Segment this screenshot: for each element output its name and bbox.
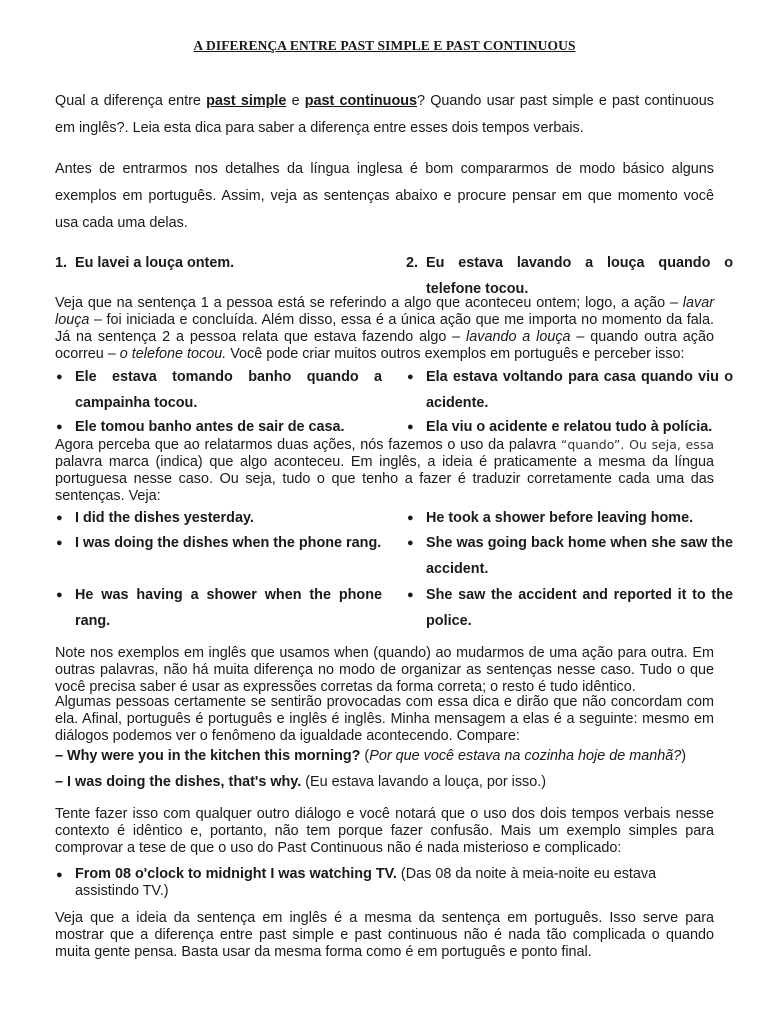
dialog-portuguese: Por que você estava na cozinha hoje de manhã?	[369, 748, 682, 764]
example-english: From 08 o'clock to midnight I was watching TV.	[75, 866, 397, 882]
bullet-icon: ●	[56, 589, 63, 601]
bullet-text: Ela viu o acidente e relatou tudo à polícia.	[426, 419, 713, 435]
intro-text: Qual a diferença entre	[55, 93, 207, 109]
paragraph-6: Algumas pessoas certamente se sentirão provocadas com essa dica e dirão que não concordam com ela. Afinal, português é português e inglês é inglês. Minha mensagem a elas é a seguinte: mesmo em diálogos podemos ver o fenômeno da igualdade acontecendo. Compare:	[55, 694, 714, 744]
paragraph-4	[55, 436, 714, 505]
bullet-text: He was having a shower when the phone rang.	[75, 587, 382, 629]
numbered-item-1	[55, 250, 382, 276]
bullet-icon: ●	[56, 371, 63, 383]
numbered-item-text: Eu lavei a louça ontem.	[75, 255, 235, 271]
bullet-text: Ele tomou banho antes de sair de casa.	[75, 419, 345, 435]
intro-text: ? Quando usar past simple e past continuous em inglês?. Leia esta dica para saber a diferença entre esses dois tempos verbais.	[55, 93, 714, 136]
numbered-item-text: Eu estava lavando a louça quando o telefone tocou.	[426, 255, 733, 297]
intro-paragraph	[55, 88, 714, 142]
paragraph-8: Veja que a ideia da sentença em inglês é a mesma da sentença em português. Isso serve para mostrar que a diferença entre past simple e past continuous não é nada tão complicada o quando muita gente pensa. Basta usar da mesma forma como é em português e ponto final.	[55, 910, 714, 960]
bullet-item	[56, 530, 382, 556]
bullet-text: I was doing the dishes when the phone rang.	[75, 535, 382, 551]
quoted-text: “quando”. Ou seja, essa	[560, 437, 714, 452]
dialog-english: – Why were you in the kitchen this morning?	[55, 748, 361, 764]
bullet-icon: ●	[407, 537, 414, 549]
text-run: – quando outra ação ocorreu –	[55, 329, 714, 362]
bullet-icon: ●	[56, 421, 63, 433]
bullet-item	[407, 582, 733, 634]
dialog-english: – I was doing the dishes, that's why.	[55, 774, 302, 790]
dialog-line-1: – Why were you in the kitchen this morning? (Por que você estava na cozinha hoje de manhã?)	[55, 748, 687, 764]
paragraph-3	[55, 295, 714, 363]
italic-text: lavar louça	[55, 295, 714, 328]
bullet-text: Ela estava voltando para casa quando viu o acidente.	[426, 369, 733, 411]
dialog-portuguese: (Eu estava lavando a louça, por isso.)	[305, 774, 547, 790]
paragraph-7: Tente fazer isso com qualquer outro diálogo e você notará que o uso dos dois tempos verbais nesse contexto é idêntico e, portanto, não tem porque fazer confusão. Mais um exemplo simples para comprovar a tese de que o uso do Past Continuous não é nada misterioso e complicado:	[55, 806, 714, 856]
example-bullet	[56, 866, 675, 900]
example-portuguese: (Das 08 da noite à meia-noite eu estava assistindo TV.)	[75, 866, 657, 899]
past-simple-link[interactable]: past simple	[206, 93, 287, 109]
italic-text: o telefone tocou.	[119, 346, 227, 362]
bullet-item	[407, 364, 733, 416]
past-continuous-link[interactable]: past continuous	[304, 93, 418, 109]
bullet-text: She saw the accident and reported it to the police.	[426, 587, 733, 629]
bullet-text: I did the dishes yesterday.	[75, 510, 254, 526]
bullet-item	[56, 364, 382, 416]
text-run: Veja que na sentença 1 a pessoa está se referindo a algo que aconteceu ontem; logo, a ação –	[55, 295, 683, 311]
page-title: A DIFERENÇA ENTRE PAST SIMPLE E PAST CONTINUOUS	[193, 38, 576, 53]
bullet-icon: ●	[56, 512, 63, 524]
bullet-icon: ●	[407, 589, 414, 601]
paragraph-2: Antes de entrarmos nos detalhes da língua inglesa é bom compararmos de modo básico alguns exemplos em português. Assim, veja as sentenças abaixo e procure pensar em que momento você usa cada uma delas.	[55, 161, 714, 231]
bullet-item	[407, 505, 733, 531]
list-number: 2.	[406, 255, 419, 271]
bullet-icon: ●	[56, 537, 63, 549]
dialog-line-2	[55, 774, 714, 790]
bullet-text: He took a shower before leaving home.	[426, 510, 694, 526]
list-number: 1.	[55, 255, 68, 271]
bullet-item	[407, 530, 733, 582]
bullet-icon: ●	[407, 512, 414, 524]
paragraph-5: Note nos exemplos em inglês que usamos when (quando) ao mudarmos de uma ação para outra. Em outras palavras, não há muita diferença no modo de organizar as sentenças nesse caso. Tudo o que você precisa saber é usar as expressões corretas da forma correta; o resto é tudo idêntico.	[55, 645, 714, 695]
bullet-item	[56, 582, 382, 634]
bullet-text: Ele estava tomando banho quando a campainha tocou.	[75, 369, 382, 411]
bullet-item	[56, 505, 382, 531]
bullet-icon: ●	[56, 869, 63, 881]
intro-text: e	[286, 93, 305, 109]
bullet-text: She was going back home when she saw the accident.	[426, 535, 733, 577]
text-run: Agora perceba que ao relatarmos duas ações, nós fazemos o uso da palavra	[55, 437, 561, 453]
italic-text: lavando a louça	[466, 329, 571, 345]
bullet-icon: ●	[407, 371, 414, 383]
text-run: palavra marca (indica) que algo aconteceu. Em inglês, a ideia é praticamente a mesma da língua portuguesa nesse caso. Ou seja, tudo o que tenho a fazer é traduzir corretamente cada uma das sentenças. Veja:	[55, 454, 714, 504]
text-run: – foi iniciada e concluída. Além disso, essa é a única ação que me importa no momento da fala. Já na sentença 2 a pessoa relata que estava fazendo algo –	[55, 312, 714, 345]
bullet-icon: ●	[407, 421, 414, 433]
text-run: Você pode criar muitos outros exemplos em português e perceber isso:	[226, 346, 685, 362]
